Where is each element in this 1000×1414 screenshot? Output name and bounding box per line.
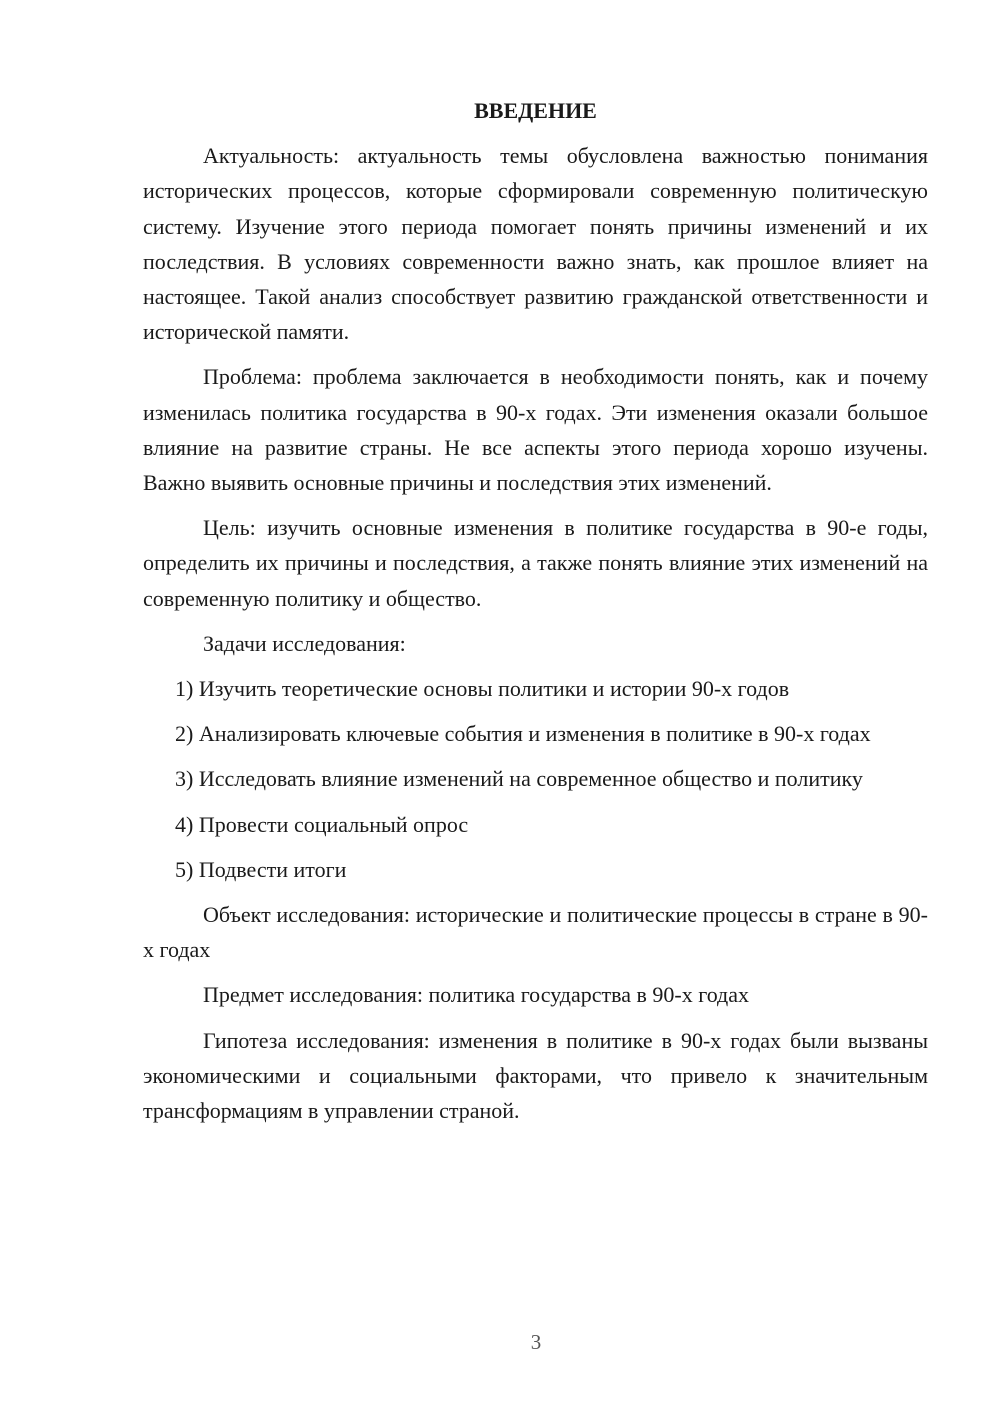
task-item-4: 4) Провести социальный опрос <box>175 811 469 837</box>
task-item-1: 1) Изучить теоретические основы политики и истории 90-х годов <box>175 676 790 702</box>
paragraph-subject: Предмет исследования: политика государства в 90-х годах <box>203 982 750 1008</box>
task-item-2: 2) Анализировать ключевые события и изменения в политике в 90-х годах <box>175 721 871 747</box>
page-content <box>143 93 928 1138</box>
tasks-heading: Задачи исследования: <box>203 630 406 656</box>
section-title: ВВЕДЕНИЕ <box>474 98 597 123</box>
task-item-5: 5) Подвести итоги <box>175 856 347 882</box>
paragraph-goal: Цель: изучить основные изменения в политике государства в 90-е годы, определить их причины и последствия, а также понять влияние этих изменений на современную политику и общество. <box>143 515 928 611</box>
page-number: 3 <box>530 1330 542 1354</box>
task-item-3: 3) Исследовать влияние изменений на современное общество и политику <box>175 766 863 792</box>
paragraph-relevance: Актуальность: актуальность темы обусловлена важностью понимания исторических процессов, которые сформировали современную политическую систему. Изучение этого периода помогает понять причины изменений и их последствия. В условиях современности важно знать, как прошлое влияет на настоящее. Такой анализ способствует развитию гражданской ответственности и исторической памяти. <box>143 143 928 345</box>
paragraph-problem: Проблема: проблема заключается в необходимости понять, как и почему изменилась политика государства в 90-х годах. Эти изменения оказали большое влияние на развитие страны. Не все аспекты этого периода хорошо изучены. Важно выявить основные причины и последствия этих изменений. <box>143 364 928 496</box>
paragraph-hypothesis: Гипотеза исследования: изменения в политике в 90-х годах были вызваны экономическими и социальными факторами, что привело к значительным трансформациям в управлении страной. <box>143 1027 928 1124</box>
paragraph-object: Объект исследования: исторические и политические процессы в стране в 90-х годах <box>143 902 928 963</box>
